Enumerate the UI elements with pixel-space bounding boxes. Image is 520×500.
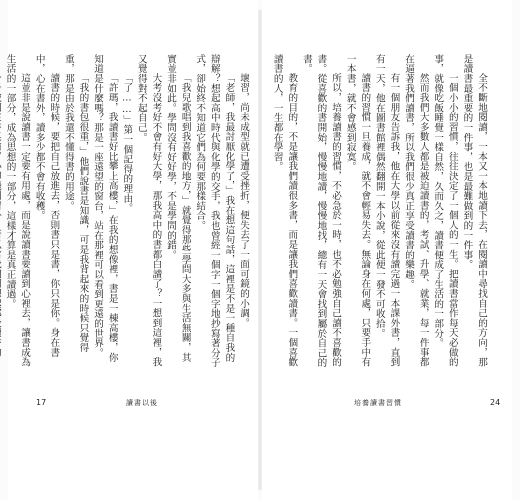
paragraph: 有一個朋友告訴我，他在大學以前從來沒有讀完過一本課外書，直到有一天，他在圖書館裡偶然翻開一本小說，從此便一發不可收拾。 — [373, 54, 400, 368]
page-number: 24 — [490, 398, 501, 407]
paragraph: 一個小小的習慣，往往決定了一個人的一生。把讀書當作每天必做的事，就像吃飯睡覺一樣自然，久而久之，讀書便成了生活的一部分。 — [432, 54, 458, 368]
paragraph: 壞習，尚未成型就已遭受挫折，便失去了一面可鏡的小調。 — [238, 73, 249, 328]
right-page — [262, 0, 512, 500]
paragraph: 全不斷地閱讀，一本又一本地讀下去，在閱讀中尋找自己的方向，那是讀書最重要的一件事，也是最難做到的一件事。 — [461, 54, 487, 368]
paragraph: 然而我們大多數人都是被迫讀書的，考試、升學、就業，每一件事都在逼著我們讀書，所以我們很少真正享受讀書的樂趣。 — [403, 54, 429, 368]
paragraph — [0, 54, 2, 372]
paragraph: 「許瑪，我讀書好比攀上高樓，」在我的想像裡，書是一棟高樓，你知道是什麼嗎？那是一座遠望的窗台，站在那裡可以看到更遠的世界。 — [92, 54, 118, 363]
paragraph: 讀書的習慣一旦養成，就不會輕易失去。無論身在何處，只要手中有一本書，就不會感到寂寞。 — [344, 54, 371, 368]
paragraph: 大考沒考好不會有好大學，那我高中的書都白讀了？一想到這裡，我又覺得對不起自己。 — [135, 54, 162, 368]
right-page-body — [271, 54, 488, 372]
paragraph: 教育的目的，不是讓我們讀很多書，而是讓我們喜歡讀書。一個喜歡讀書的人，一生都在學習。 — [271, 54, 298, 368]
paragraph: 「我的書包很重，」他們說書是知識，可是我背起來的時候只覺得重，那是由於我還不懂得書的用途。 — [62, 54, 89, 353]
running-title: 培養讀書習慣 — [354, 399, 402, 407]
left-page-body — [4, 54, 250, 372]
left-page — [4, 0, 258, 500]
paragraph: 讀書的時候，要把自己放進去，否則書只是書，你只是你。身在書中，心在書外，讀多少都不會有收穫。 — [33, 54, 60, 358]
paragraph: 所以，培養讀書的習慣，不必急於一時，也不必勉強自己讀不喜歡的書。從喜歡的書開始，慢慢地讀，慢慢地找，總有一天會找到屬於自己的書。 — [300, 54, 342, 368]
paragraph: 這並非是說讀書一定要有用處，而是說讀書要讀到心裡去，讓書成為生活的一部分，成為思想的一部分，這樣才算是真正讀過。 — [4, 54, 31, 368]
paragraph: 「我兒歌唱到我喜歡的地方，」就覺得那些學問大多與生活無關，其實並非如此。學問沒有好好學，不是學問的錯。 — [165, 54, 191, 363]
paragraph: 「了……」第一個記得的理由。 — [121, 73, 133, 214]
paragraph: 「老師，我最討厭化學了，」我在想這句話，這裡是不是一種自我的辯解？想起高中時代與化學的交手，我也曾經一個字一個字地抄寫著分子式，卻始終不知道它們為何要那樣結合。 — [194, 54, 235, 368]
page-number: 17 — [36, 398, 47, 407]
running-title: 讀書以後 — [126, 399, 158, 407]
